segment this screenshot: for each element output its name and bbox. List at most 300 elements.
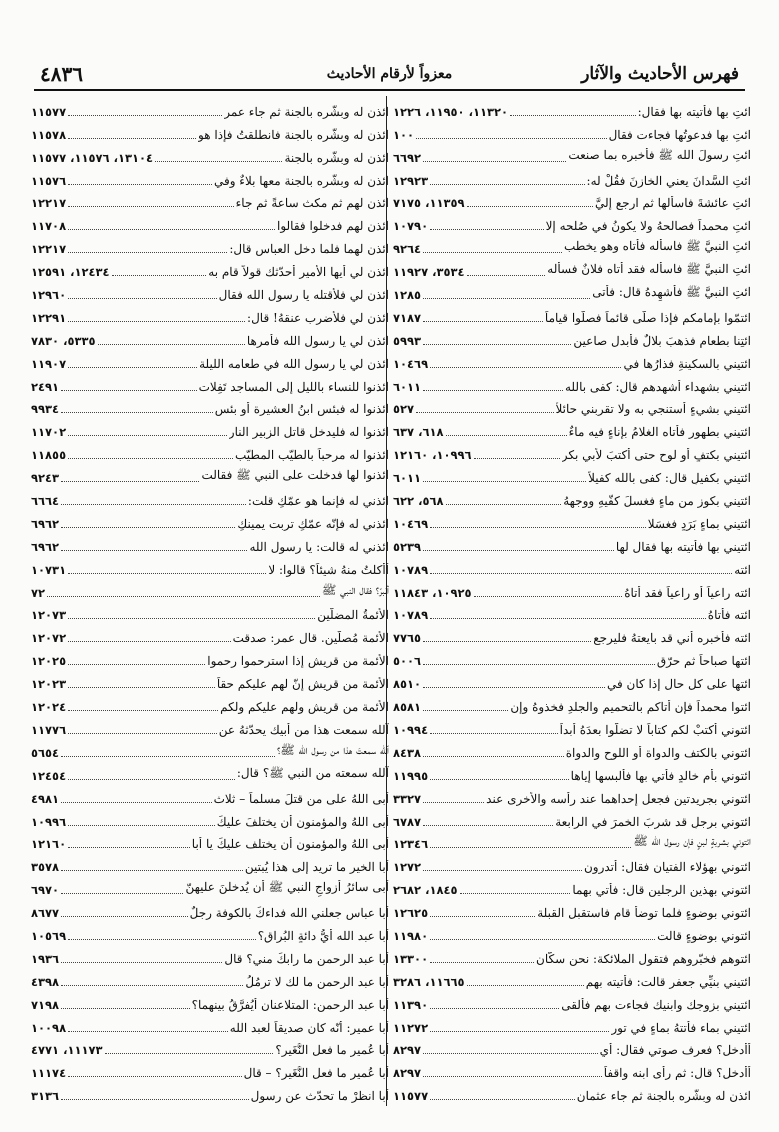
index-entry — [393, 600, 751, 623]
entry-hadith-numbers: ٥٦٥٤ — [31, 745, 60, 760]
dot-leader — [68, 449, 233, 459]
entry-text: ائتوني بوضوءٍ فلما توضأ قام فاستقبل القبلة — [537, 906, 751, 921]
entry-hadith-numbers: ١١٣٢٠، ١١٩٥٠، ١٢٢٦ — [393, 104, 509, 119]
dot-leader — [61, 907, 188, 917]
entry-text: ائذن لي فلأضرب عنقهُ! قال: — [247, 310, 389, 325]
entry-hadith-numbers: ١١٥٧٧ — [31, 104, 67, 119]
index-entry — [31, 714, 389, 737]
entry-text: ائتوهم فخبّروهم فتقول الملائكة: نحن سكّان — [536, 951, 751, 966]
index-entry — [393, 531, 751, 554]
dot-leader — [423, 816, 553, 826]
index-entry — [393, 485, 751, 508]
dot-leader — [68, 197, 234, 207]
index-entry — [31, 1057, 389, 1080]
index-entry — [31, 531, 389, 554]
dot-leader — [430, 724, 558, 734]
dot-leader — [423, 152, 566, 162]
dot-leader — [430, 953, 534, 963]
entry-text: ائته راعياً أو راعياً فقد أتاهُ — [624, 585, 751, 600]
entry-text: ائذن له وبشّره بالجنة فانطلقتُ فإذا هو — [198, 127, 389, 142]
dot-leader — [423, 655, 655, 665]
dot-leader — [423, 243, 562, 253]
entry-hadith-numbers: ١١٩٨٠ — [393, 928, 429, 943]
entry-hadith-numbers: ٥٦٨، ٦٢٢ — [393, 494, 444, 509]
entry-hadith-numbers: ٩٩٣٤ — [31, 402, 60, 417]
dot-leader — [430, 518, 646, 528]
entry-text: ائذن لي يا رسول الله فأمرها — [246, 333, 389, 348]
dot-leader — [61, 403, 213, 413]
entry-hadith-numbers: ٨٥١٠ — [393, 677, 422, 692]
index-entry — [31, 874, 389, 897]
entry-hadith-numbers: ١١٦٦٥، ٣٢٨٦ — [393, 974, 465, 989]
entry-text: أبا عُمير ما فعل النُّغَير؟ – قال — [243, 1066, 389, 1081]
index-entry — [393, 188, 751, 211]
entry-text: ائذني له فإنما هو عمّكِ قلت: — [247, 494, 389, 509]
index-entry — [31, 920, 389, 943]
dot-leader — [68, 770, 235, 780]
entry-text: آلله سمعتَ هذا من رسول الله ﷺ؟ — [276, 742, 389, 757]
entry-text: ائذن لي يا رسول الله في طعامه الليلة — [199, 356, 389, 371]
entry-hadith-numbers: ١٢٨٥ — [393, 288, 422, 303]
header-rule — [34, 89, 745, 91]
entry-text: ائتيني بنيِّي جعفر قالت: فأتيته بهم — [585, 974, 751, 989]
entry-text: أبى اللهُ والمؤمنون أن يختلف عليكَ يا أبا — [191, 837, 389, 852]
entry-hadith-numbers: ١٢٢٩١ — [31, 310, 67, 325]
dot-leader — [510, 106, 636, 116]
index-entry — [393, 371, 751, 394]
dot-leader — [68, 1067, 242, 1077]
entry-hadith-numbers: ١٠٧٨٩ — [393, 562, 429, 577]
index-entry — [393, 668, 751, 691]
dot-leader — [430, 770, 569, 780]
index-entry — [31, 462, 389, 485]
entry-hadith-numbers: ١١١٧٣، ٤٧٧١ — [31, 1043, 103, 1058]
index-entry — [31, 394, 389, 417]
entry-text: ائتِ النبيَّ ﷺ فأشهِدهُ قال: فأتى — [592, 285, 751, 300]
entry-text: ائذني له قالت: يا رسول الله — [249, 539, 389, 554]
dot-leader — [430, 930, 655, 940]
index-entry — [393, 622, 751, 645]
dot-leader — [423, 678, 605, 688]
entry-hadith-numbers: ٢٤٩١ — [31, 379, 60, 394]
entry-text: ائته — [734, 562, 751, 577]
index-entry — [393, 1057, 751, 1080]
dot-leader — [61, 541, 247, 551]
entry-hadith-numbers: ١١١٧٤ — [31, 1066, 67, 1081]
entry-text: ائذني له فإنّه عمّكِ تربت يمينكِ — [237, 516, 389, 531]
entry-text: ائتوني بجريدتين فجعل إحداهما عند رأسه والأخرى عند — [486, 791, 751, 806]
dot-leader — [61, 495, 246, 505]
entry-text: أبا عُمير ما فعل النُّغَير؟ — [275, 1043, 389, 1058]
entry-hadith-numbers: ٦٩٦٢ — [31, 516, 60, 531]
page-header — [34, 60, 745, 88]
entry-text: ائتِنا بطعامٍ فذهبَ بلالٌ فأبدل صاعين — [573, 333, 751, 348]
entry-text: ائذن لهما فلما دخل العباس قال: — [229, 242, 389, 257]
index-entry — [31, 806, 389, 829]
entry-text: ائتوني بهذين الرجلين قال: فأُتي بهما — [572, 883, 751, 898]
entry-text: أبا عبد الرحمن: المتلاعنان أيُفرَّقُ بينهما؟ — [191, 997, 389, 1012]
index-entry — [31, 760, 389, 783]
entry-text: ائذنوا له فبئس ابنُ العشيرة أو بئس — [214, 402, 389, 417]
entry-text: ائتيني بزوجك وابنيك فجاءت بهم فألقى — [561, 997, 751, 1012]
entry-text: أبا عبد الرحمن ما رابكَ مني؟ قال — [224, 951, 389, 966]
index-entry — [393, 760, 751, 783]
entry-text: ائتيني بماء فأتتهُ بماءٍ في تورٍ — [611, 1020, 751, 1035]
index-entry — [393, 920, 751, 943]
index-entry — [31, 439, 389, 462]
entry-hadith-numbers: ١٢٦٢٥ — [393, 906, 429, 921]
index-entry — [31, 1012, 389, 1035]
index-entry — [393, 714, 751, 737]
dot-leader — [105, 1044, 274, 1054]
entry-hadith-numbers: ١١٢٧٢ — [393, 1020, 429, 1035]
dot-leader — [423, 1044, 598, 1054]
dot-leader — [68, 220, 275, 230]
index-entry — [393, 737, 751, 760]
entry-hadith-numbers: ٥٩٩٣ — [393, 333, 422, 348]
entry-hadith-numbers: ١٠٩٢٥، ١١٨٤٣ — [393, 585, 472, 600]
entry-text: ائذن لي أيها الأمير أحدّثك قولاً قام به — [208, 265, 389, 280]
entry-hadith-numbers: ١٠٠٩٨ — [31, 1020, 67, 1035]
dot-leader — [61, 1090, 249, 1100]
entry-hadith-numbers: ١١٥٧٨ — [31, 127, 67, 142]
header-subtitle: معزواً لأرقام الأحاديث — [326, 66, 453, 82]
entry-text: ائتِ النبيَّ ﷺ فاسأله فأتاه وهو يخطب — [564, 239, 751, 254]
index-entry — [393, 165, 751, 188]
entry-hadith-numbers: ١٠٧٨٩ — [393, 608, 429, 623]
entry-hadith-numbers: ١٢٢١٧ — [31, 196, 67, 211]
dot-leader — [423, 541, 614, 551]
entry-hadith-numbers: ١٣٣٠٠ — [393, 951, 429, 966]
index-entry — [393, 119, 751, 142]
entry-hadith-numbers: ٣٥٧٨ — [31, 860, 60, 875]
header-title: فهرس الأحاديث والآثار — [581, 64, 739, 84]
index-entry — [393, 142, 751, 165]
index-entry — [31, 966, 389, 989]
dot-leader — [68, 129, 196, 139]
dot-leader — [423, 861, 582, 871]
page-number: ٤٨٣٦ — [40, 62, 83, 86]
dot-leader — [430, 999, 559, 1009]
entry-text: ائتوني بأم خالدٍ فأُتي بها فألبسها إياها — [570, 768, 751, 783]
index-entry — [31, 210, 389, 233]
entry-text: ائتِ بها فأتيته بها فقال: — [637, 104, 751, 119]
index-entry — [31, 348, 389, 371]
dot-leader — [467, 197, 593, 207]
entry-text: ائتِ بها فدعوتُها فجاءت فقال — [608, 127, 751, 142]
dot-leader — [423, 289, 590, 299]
index-entry — [31, 1035, 389, 1058]
entry-text: أبى اللهُ والمؤمنون أن يختلفَ عليكَ — [216, 814, 389, 829]
index-entry — [31, 989, 389, 1012]
entry-text: ائتوني أكتبْ لكم كتاباً لا تضلّوا بعدَهُ أبداً — [559, 722, 751, 737]
entry-hadith-numbers: ١٢٠٧٣ — [31, 608, 67, 623]
entry-text: ائذنوا للنساء بالليل إلى المساجد تَفِلات — [198, 379, 389, 394]
index-entry — [393, 439, 751, 462]
entry-text: ائتوا محمداً فإن أتاكم بالتحميمِ والجلدِ فخذوهُ وإن — [510, 700, 751, 715]
entry-hadith-numbers: ١١٨٥٥ — [31, 448, 67, 463]
dot-leader — [423, 793, 484, 803]
index-entry — [31, 416, 389, 439]
entry-text: ائته فأتاهُ — [707, 608, 751, 623]
index-entry — [393, 462, 751, 485]
index-entry — [393, 1012, 751, 1035]
index-entry — [31, 325, 389, 348]
dot-leader — [61, 976, 243, 986]
dot-leader — [430, 838, 631, 848]
index-entry — [31, 668, 389, 691]
entry-hadith-numbers: ٦١٨، ٦٣٧ — [393, 425, 444, 440]
dot-leader — [474, 449, 560, 459]
dot-leader — [68, 609, 315, 619]
entry-text: ائتها على كل حال إذا كان في — [606, 677, 751, 692]
index-entry — [31, 371, 389, 394]
index-entry — [393, 256, 751, 279]
entry-text: آلله سمعته من النبي ﷺ؟ قال: — [236, 765, 389, 780]
entry-hadith-numbers: ١٩٣٦ — [31, 951, 60, 966]
dot-leader — [423, 747, 564, 757]
dot-leader — [61, 861, 243, 871]
entry-hadith-numbers: ١١٩٩٥ — [393, 768, 429, 783]
index-entry — [31, 600, 389, 623]
entry-hadith-numbers: ٥٣٣٥، ٧٨٣٠ — [31, 333, 96, 348]
entry-hadith-numbers: ٩٢٤٣ — [31, 471, 60, 486]
entry-hadith-numbers: ١١٧٧٦ — [31, 722, 67, 737]
index-entry — [393, 577, 751, 600]
index-entry — [31, 577, 389, 600]
dot-leader — [155, 152, 282, 162]
dot-leader — [68, 426, 227, 436]
entry-text: ائتيني بها فأتيته بها فقال لها — [615, 539, 751, 554]
entry-hadith-numbers: ١٠٧٣١ — [31, 562, 67, 577]
dot-leader — [61, 381, 197, 391]
dot-leader — [416, 129, 607, 139]
entry-hadith-numbers: ٧٢ — [31, 585, 46, 600]
entry-hadith-numbers: ٨٥٨١ — [393, 700, 422, 715]
index-entry — [393, 394, 751, 417]
dot-leader — [446, 495, 562, 505]
index-entry — [31, 508, 389, 531]
dot-leader — [61, 793, 212, 803]
entry-text: ائتيني بماءٍ بَرَدٍ فغسَلا — [647, 516, 751, 531]
index-entry — [393, 806, 751, 829]
dot-leader — [423, 632, 591, 642]
entry-hadith-numbers: ١٢٧٢ — [393, 860, 422, 875]
entry-text: ائتيني بكفيلٍ قال: كفى بالله كفيلاً — [588, 471, 751, 486]
dot-leader — [68, 724, 217, 734]
entry-text: ائذن له وبشّره بالجنة معها بلاءٌ وفي — [213, 173, 389, 188]
entry-text: ائتوني بوضوءٍ قالت — [657, 928, 751, 943]
entry-text: ائذن له وبشّره بالجنة — [284, 150, 389, 165]
entry-text: أبا عبد الله أيُّ دائةٍ البُراق؟ — [257, 928, 389, 943]
entry-text: أبا عباس جعلني الله فداءكَ بالكوفة رجلٌ — [189, 906, 389, 921]
entry-hadith-numbers: ٧٧٦٥ — [393, 631, 422, 646]
entry-hadith-numbers: ١٢٩٢٣ — [393, 173, 429, 188]
index-entry — [31, 96, 389, 119]
entry-hadith-numbers: ٣٥٣٤، ١١٩٢٧ — [393, 265, 465, 280]
entry-text: ائتِ عائشةَ فاسألها ثم ارجع إليَّ — [594, 196, 751, 211]
dot-leader — [68, 838, 190, 848]
entry-text: ائذن له وبشّره بالجنة ثم جاء عثمان — [576, 1089, 751, 1104]
dot-leader — [430, 175, 584, 185]
entry-text: ائتمّوا بإمامكم فإذا صلّى قائماً فصلّوا قياماً — [544, 310, 751, 325]
index-entry — [393, 851, 751, 874]
entry-hadith-numbers: ٦٧٨٧ — [393, 814, 422, 829]
index-entry — [31, 943, 389, 966]
index-entry — [31, 165, 389, 188]
index-entry — [393, 416, 751, 439]
entry-hadith-numbers: ١٠٧٩٠ — [393, 219, 429, 234]
dot-leader — [430, 609, 706, 619]
entry-hadith-numbers: ١٠٥٦٩ — [31, 928, 67, 943]
entry-text: الأئمة من قريش ولهم عليكم ولكم — [220, 700, 389, 715]
entry-text: أبا عمير: أنّه كان صديقاً لعبد الله — [229, 1020, 389, 1035]
entry-text: الأئمة من قريش إنّ لهم عليكم حقاً — [216, 677, 389, 692]
index-entry — [31, 142, 389, 165]
index-entry — [393, 874, 751, 897]
dot-leader — [68, 312, 245, 322]
entry-hadith-numbers: ٩٢٦٤ — [393, 242, 422, 257]
index-entry — [31, 188, 389, 211]
entry-text: أبا الخير ما تريد إلى هذا يُبتين — [244, 860, 389, 875]
entry-text: ائتيني بطهورٍ فأتاه الغلامُ بإناءٍ فيه ماءٌ — [568, 425, 751, 440]
entry-hadith-numbers: ٨٦٧٧ — [31, 906, 60, 921]
dot-leader — [68, 1022, 228, 1032]
entry-text: ائذنوا له فليدخل قاتل الزبير النار — [228, 425, 389, 440]
entry-text: ائتها صباحاً ثم حرّق — [656, 654, 751, 669]
entry-hadith-numbers: ٦٠١١ — [393, 471, 422, 486]
entry-text: ائتيني بالسكينةِ فذارُها في — [623, 356, 751, 371]
entry-text: ائته فأخبره أني قد بايعتهُ فليرجع — [593, 631, 751, 646]
index-entry — [393, 1080, 751, 1103]
entry-hadith-numbers: ٧١٨٧ — [393, 310, 422, 325]
dot-leader — [68, 678, 215, 688]
dot-leader — [423, 1067, 602, 1077]
entry-text: ائتِ السَّدانَ يعني الخازنَ فقُلْ له: — [586, 173, 751, 188]
entry-hadith-numbers: ١٢٠٢٣ — [31, 677, 67, 692]
entry-text: أأدخل؟ فعرف صوتي فقال: أي — [599, 1043, 751, 1058]
entry-hadith-numbers: ١١٣٩٠ — [393, 997, 429, 1012]
entry-text: ائتيني بكتفٍ أو لوحٍ حتى أكتبَ لأبي بكرٍ — [561, 448, 751, 463]
index-entry — [393, 645, 751, 668]
dot-leader — [68, 106, 222, 116]
entry-hadith-numbers: ١٠٩٩٤ — [393, 722, 429, 737]
index-entry — [31, 485, 389, 508]
index-entry — [31, 691, 389, 714]
entry-hadith-numbers: ١٢٠٢٤ — [31, 700, 67, 715]
index-entry — [393, 348, 751, 371]
entry-hadith-numbers: ٥٠٠٦ — [393, 654, 422, 669]
index-entry — [31, 645, 389, 668]
entry-hadith-numbers: ١٠٩٩٦ — [31, 814, 67, 829]
entry-hadith-numbers: ١٢٢١٧ — [31, 242, 67, 257]
entry-text: ائتيني بشهداء أشهدهم قال: كفى بالله — [565, 379, 751, 394]
entry-hadith-numbers: ٦٦٩٢ — [393, 150, 422, 165]
entry-text: ائتوني بشربةٍ لبنٍ فإن رسول الله ﷺ — [633, 834, 751, 849]
entry-text: الأئمة من قريش إذا استرحموا رحموا — [207, 654, 389, 669]
index-entry — [393, 233, 751, 256]
dot-leader — [423, 701, 508, 711]
entry-hadith-numbers: ٦٠١١ — [393, 379, 422, 394]
index-entry — [393, 96, 751, 119]
entry-text: الأئمةُ المضلّين — [317, 608, 389, 623]
entry-hadith-numbers: ١٨٤٥، ٢٦٨٢ — [393, 883, 458, 898]
entry-text: ائذن له وبشّره بالجنة ثم جاء عمر — [224, 104, 389, 119]
entry-text: أبى سائرُ أزواجِ النبي ﷺ أن يُدخلنَ عليهنّ — [185, 880, 389, 895]
index-entry — [31, 256, 389, 279]
index-entry — [393, 554, 751, 577]
index-column-left — [31, 96, 389, 1104]
dot-leader — [467, 266, 546, 276]
dot-leader — [47, 587, 320, 597]
entry-text: ائذن لي فلأقتله يا رسول الله فقال — [218, 288, 389, 303]
index-entry — [31, 829, 389, 852]
entry-hadith-numbers: ١١٣٥٩، ٧١٧٥ — [393, 196, 465, 211]
entry-text: ائتوني بهؤلاء الفتيان فقال: أتدرون — [583, 860, 751, 875]
entry-text: ائذنوا لها فدخلت على النبي ﷺ فقالت — [201, 468, 389, 483]
index-entry — [393, 210, 751, 233]
index-entry — [393, 897, 751, 920]
entry-hadith-numbers: ١٢٠٢٥ — [31, 654, 67, 669]
entry-text: أبا عبد الرحمن ما لك لا ترمُلُ — [245, 974, 389, 989]
dot-leader — [467, 976, 584, 986]
dot-leader — [68, 701, 218, 711]
dot-leader — [61, 747, 275, 757]
index-entry — [393, 325, 751, 348]
dot-leader — [423, 472, 586, 482]
entry-hadith-numbers: ٤٣٩٨ — [31, 974, 60, 989]
dot-leader — [68, 632, 230, 642]
entry-hadith-numbers: ١١٥٧٦ — [31, 173, 67, 188]
dot-leader — [430, 1090, 575, 1100]
dot-leader — [474, 587, 623, 597]
index-entry — [393, 691, 751, 714]
dot-leader — [61, 999, 190, 1009]
index-entry — [31, 851, 389, 874]
entry-text: ائتِ محمداً فصالحهُ ولا يكونُ في صُلحه إلا — [545, 219, 751, 234]
dot-leader — [423, 312, 543, 322]
entry-hadith-numbers: ١٢٤٣٤، ١٢٥٩١ — [31, 265, 110, 280]
entry-text: ائتيني بشيءٍ أستنجي به ولا تقربني حائلاً — [555, 402, 751, 417]
entry-hadith-numbers: ١١٧٠٢ — [31, 425, 67, 440]
entry-hadith-numbers: ١٢٣٤٦ — [393, 837, 429, 852]
dot-leader — [68, 243, 227, 253]
entry-text: أبا انظرْ ما تحدّث عن رسول — [250, 1089, 389, 1104]
entry-hadith-numbers: ١١٥٧٧ — [393, 1089, 429, 1104]
entry-hadith-numbers: ٦٩٧٠ — [31, 883, 60, 898]
index-entry — [393, 302, 751, 325]
entry-hadith-numbers: ١٠٠ — [393, 127, 415, 142]
entry-text: ائتِ رسولَ الله ﷺ فأخبره بما صنعت — [568, 147, 751, 162]
dot-leader — [68, 358, 197, 368]
dot-leader — [112, 266, 207, 276]
entry-hadith-numbers: ٤٩٨١ — [31, 791, 60, 806]
index-entry — [393, 1035, 751, 1058]
entry-hadith-numbers: ٣١٣٦ — [31, 1089, 60, 1104]
entry-text: أأدخل؟ قال: ثم رأى ابنه واقفاً — [603, 1066, 751, 1081]
index-entry — [393, 943, 751, 966]
dot-leader — [423, 381, 563, 391]
entry-text: ائذن لهم فدخلوا فقالوا — [276, 219, 389, 234]
entry-text: آلبرّ؟ فقال النبي ﷺ — [321, 582, 389, 597]
index-entry — [31, 302, 389, 325]
index-entry — [31, 279, 389, 302]
entry-hadith-numbers: ١٠٤٦٩ — [393, 356, 429, 371]
dot-leader — [430, 358, 621, 368]
entry-hadith-numbers: ١٠٤٦٩ — [393, 516, 429, 531]
dot-leader — [68, 175, 212, 185]
dot-leader — [416, 403, 553, 413]
